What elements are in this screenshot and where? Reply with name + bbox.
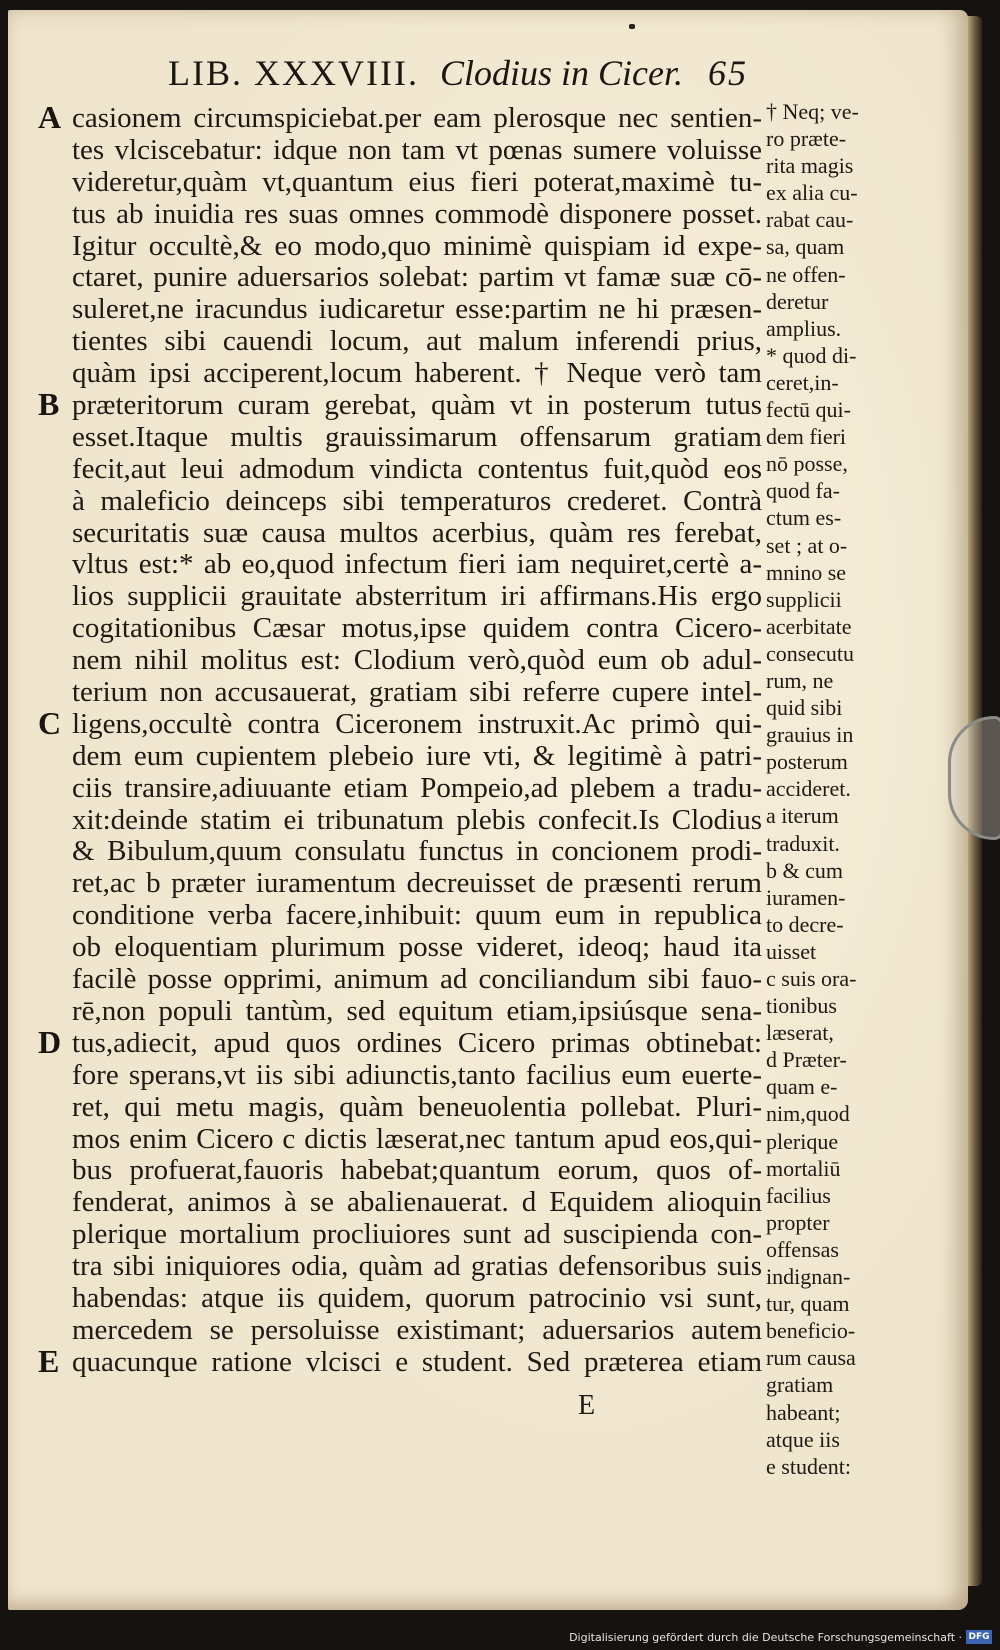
text-line: suleret,ne iracundus iudicaretur esse:partim ne hi præsen- (72, 294, 762, 326)
margin-note-line: nim,quod (766, 1101, 850, 1127)
text-line: rē,non populi tantùm, sed equitum etiam,ipsiúsque sena- (72, 995, 762, 1027)
text-line: terium non accusauerat, gratiam sibi referre cupere intel- (72, 677, 762, 709)
text-line: & Bibulum,quum consulatu functus in concionem prodi- (72, 836, 762, 868)
margin-note-line: fectū qui- (766, 397, 851, 423)
section-marker: C (38, 705, 62, 742)
text-line: videretur,quàm vt,quantum eius fieri poterat,maximè tu- (72, 166, 762, 198)
margin-note-line: læserat, (766, 1020, 834, 1046)
section-marker: A (38, 99, 62, 135)
margin-note-line: grauius in (766, 722, 854, 748)
margin-note-line: ex alia cu- (766, 180, 858, 206)
text-line: ligens,occultè contra Ciceronem instruxit.Ac primò qui- (72, 708, 762, 740)
margin-note-line: indignan- (766, 1264, 851, 1290)
running-head: Clodius in Cicer. (439, 53, 683, 93)
margin-note-line: acerbitate (766, 613, 852, 639)
text-line: lios supplicii grauitate absterritum iri affirmans.His ergo (72, 581, 762, 613)
margin-note-line: ceret,in- (766, 369, 839, 395)
text-line: ob eloquentiam plurimum posse videret, ideoq; haud ita (72, 932, 762, 964)
dfg-logo: DFG (966, 1630, 992, 1644)
margin-note-line: beneficio- (766, 1318, 856, 1344)
text-line: ciis transire,adiuuante etiam Pompeio,ad plebem a tradu- (72, 772, 762, 804)
margin-note-line: a iterum (766, 803, 839, 829)
margin-note-line: uisset (766, 938, 817, 964)
section-marker: B (38, 386, 60, 423)
text-line: facilè posse opprimi, animum ad conciliandum sibi fauo- (72, 964, 762, 996)
text-line: quàm ipsi acciperent,locum haberent. † Neque verò tam (72, 358, 762, 390)
margin-note-line: traduxit. (766, 830, 840, 856)
text-line: à maleficio deinceps sibi temperaturos crederet. Contrà (72, 485, 762, 517)
text-line: xit:deinde statim ei tribunatum plebis confecit.Is Clodius (72, 804, 762, 836)
text-line: dem eum cupientem plebeio iure vti, & legitimè à patri- (72, 740, 762, 772)
text-line: ret, qui metu magis, quàm beneuolentia pollebat. Pluri- (72, 1091, 762, 1123)
margin-notes-column (766, 98, 886, 1480)
text-line: casionem circumspiciebat.per eam plerosque nec sentien- (72, 103, 762, 134)
text-line: bus profuerat,fauoris habebat;quantum eorum, quos of- (72, 1155, 762, 1187)
text-line: conditione verba facere,inhibuit: quum eum in republica (72, 900, 762, 932)
text-line: vltus est:* ab eo,quod infectum fieri iam nequiret,certè a- (72, 549, 762, 581)
text-line: securitatis suæ causa multos acerbius, quàm res ferebat, (72, 517, 762, 549)
text-line: esset.Itaque multis grauissimarum offensarum gratiam (72, 421, 762, 453)
margin-note-line: iuramen- (766, 884, 846, 910)
catchword: E (578, 1390, 596, 1421)
margin-note-line: ctum es- (766, 505, 842, 531)
margin-note-line: c suis ora- (766, 966, 857, 991)
margin-note-line: habeant; (766, 1399, 841, 1425)
margin-note-line: accideret. (766, 776, 851, 802)
text-line: tus,adiecit, apud quos ordines Cicero primas obtinebat: (72, 1027, 762, 1059)
section-marker: E (38, 1343, 60, 1380)
text-line: tientes sibi cauendi locum, aut malum inferendi prius, (72, 326, 762, 358)
margin-note-line: propter (766, 1209, 830, 1235)
margin-note-line: * quod di- (766, 342, 857, 368)
text-line: tra sibi iniquiores odia, quàm ad gratias defensoribus suis (72, 1251, 762, 1283)
running-header (168, 52, 768, 102)
margin-note-line: tur, quam (766, 1291, 850, 1317)
text-line: quacunque ratione vlcisci e student. Sed præterea etiam (72, 1346, 762, 1378)
text-line: fecit,aut leui admodum vindicta contentus fuit,quòd eos (72, 453, 762, 485)
margin-note-line: rita magis (766, 153, 854, 179)
text-line: Igitur occultè,& eo modo,quo minimè quispiam id expe- (72, 230, 762, 262)
margin-note-line: to decre- (766, 911, 844, 937)
margin-note-line: gratiam (766, 1372, 834, 1398)
text-line: habendas: atque iis quidem, quorum patrocinio vsi sunt, (72, 1282, 762, 1314)
text-line: tes vlciscebatur: idque non tam vt pœnas sumere voluisse (72, 134, 762, 166)
margin-note-line: quod fa- (766, 478, 840, 504)
margin-note-line: d Præter- (766, 1047, 847, 1073)
margin-note-line: ro præte- (766, 126, 847, 152)
margin-note-line: set ; at o- (766, 532, 848, 558)
margin-note-line: offensas (766, 1236, 839, 1262)
margin-note-line: tionibus (766, 993, 837, 1019)
section-marker: D (38, 1024, 62, 1061)
margin-note-line: mortaliū (766, 1155, 841, 1181)
margin-note-line: † Neq; ve- (766, 99, 859, 124)
margin-note-line: rum causa (766, 1345, 856, 1371)
footer (0, 1626, 1000, 1650)
margin-note-line: sa, quam (766, 234, 845, 260)
margin-note-line: posterum (766, 749, 848, 775)
text-line: nem nihil molitus est: Clodium verò,quòd eum ob adul- (72, 645, 762, 677)
margin-note-line: rum, ne (766, 667, 834, 693)
text-line: fore sperans,vt iis sibi adiunctis,tanto facilius eum euerte- (72, 1059, 762, 1091)
main-text-column (72, 103, 762, 1379)
margin-note-line: nō posse, (766, 451, 848, 477)
digitization-credit: Digitalisierung gefördert durch die Deutsche Forschungsgemeinschaft · (569, 1631, 962, 1644)
margin-note-line: dem fieri (766, 424, 847, 450)
text-line: præteritorum curam gerebat, quàm vt in posterum tutus (72, 390, 762, 422)
margin-note-line: ne offen- (766, 261, 846, 287)
margin-note-line: plerique (766, 1128, 839, 1154)
text-line: ret,ac b præter iuramentum decreuisset de præsenti rerum (72, 868, 762, 900)
margin-note-line: e student: (766, 1453, 851, 1479)
margin-note-line: supplicii (766, 586, 842, 612)
margin-note-line: facilius (766, 1182, 831, 1208)
margin-note-line: deretur (766, 288, 829, 314)
book-number: LIB. XXXVIII. (168, 53, 419, 93)
margin-note-line: consecutu (766, 640, 854, 666)
margin-note-line: b & cum (766, 857, 843, 883)
margin-note-line: quid sibi (766, 695, 843, 721)
text-line: ctaret, punire aduersarios solebat: partim vt famæ suæ cō- (72, 262, 762, 294)
ink-mark (629, 24, 635, 29)
margin-note-line: rabat cau- (766, 207, 854, 233)
text-line: fenderat, animos à se abalienauerat. d Equidem alioquin (72, 1187, 762, 1219)
margin-note-line: mnino se (766, 559, 847, 585)
text-line: mercedem se persoluisse existimant; aduersarios autem (72, 1314, 762, 1346)
text-line: cogitationibus Cæsar motus,ipse quidem contra Cicero- (72, 613, 762, 645)
margin-note-line: atque iis (766, 1426, 840, 1452)
text-line: plerique mortalium procliuiores sunt ad suscipienda con- (72, 1219, 762, 1251)
margin-note-line: quam e- (766, 1074, 838, 1100)
margin-note-line: amplius. (766, 315, 842, 341)
text-line: mos enim Cicero c dictis læserat,nec tantum apud eos,qui- (72, 1123, 762, 1155)
page-number: 65 (707, 53, 748, 93)
text-line: tus ab inuidia res suas omnes commodè disponere posset. (72, 198, 762, 230)
